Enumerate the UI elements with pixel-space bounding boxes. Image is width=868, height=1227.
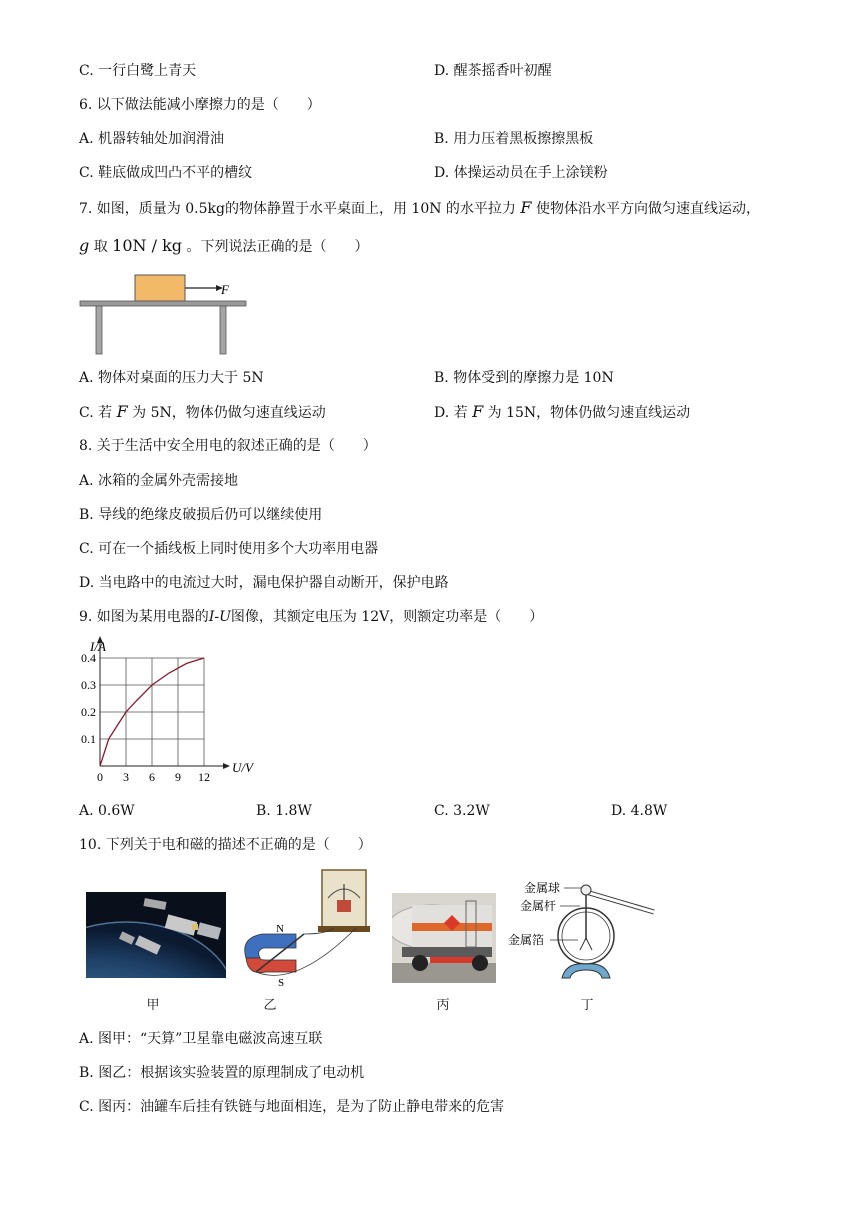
y-tick-label: 0.2 [81,705,96,719]
q7-option-d-force: F [472,402,484,421]
table-leg-left [96,306,102,354]
q9-stem-text-a: 9. 如图为某用电器的 [79,609,209,625]
q9-option-c: C. 3.2W [434,803,490,819]
q7-option-c-pre: C. 若 [79,405,113,421]
q8-option-c: C. 可在一个插线板上同时使用多个大功率用电器 [79,541,379,557]
q7-option-d-post: 为 15N，物体仍做匀速直线运动 [487,405,691,421]
q9-option-d: D. 4.8W [611,803,668,819]
q7-option-c [79,402,326,423]
q7-table-figure [78,270,258,360]
q9-option-b: B. 1.8W [256,803,312,819]
q7-stem-text-c: 。下列说法正确的是（ ） [186,239,369,255]
q6-stem: 6. 以下做法能减小摩擦力的是（ ） [79,97,321,113]
q7-stem-line1 [79,198,760,219]
label-metal-rod: 金属杆 [520,899,557,913]
q7-option-d-pre: D. 若 [434,405,468,421]
x-axis-arrow-icon [223,763,230,769]
q7-option-a: A. 物体对桌面的压力大于 5N [79,370,264,386]
x-axis-label: U/V [232,760,253,775]
y-tick-labels [81,651,96,746]
label-metal-foil: 金属箔 [508,933,545,947]
x-tick-label: 9 [175,770,181,784]
caption-bing: 丙 [436,998,450,1013]
magnet-galvanometer-figure [236,868,371,990]
q6-option-d: D. 体操运动员在手上涂镁粉 [434,165,608,181]
q8-option-a: A. 冰箱的金属外壳需接地 [79,473,239,489]
table-top [80,301,246,306]
q10-option-a: A. 图甲：“天算”卫星靠电磁波高速互联 [79,1031,323,1047]
q10-stem: 10. 下列关于电和磁的描述不正确的是（ ） [79,837,372,853]
x-tick-label: 12 [198,770,210,784]
q8-stem: 8. 关于生活中安全用电的叙述正确的是（ ） [79,438,377,454]
q7-stem-text-a: 7. 如图，质量为 0.5kg的物体静置于水平桌面上，用 10N 的水平拉力 [79,201,516,217]
force-label: F [221,282,229,297]
chart-axes [97,636,230,769]
q7-option-d [434,402,690,423]
q9-stem-text-b: 图像，其额定电压为 12V，则额定功率是（ ） [230,609,544,625]
label-metal-ball: 金属球 [524,881,561,895]
q10-option-b: B. 图乙：根据该实验装置的原理制成了电动机 [79,1065,365,1081]
x-tick-labels [97,770,210,784]
option-c: C. 一行白鹭上青天 [79,63,197,79]
q10-option-c: C. 图丙：油罐车后挂有铁链与地面相连，是为了防止静电带来的危害 [79,1099,505,1115]
table-leg-right [220,306,226,354]
oil-tanker-image [392,893,496,983]
q9-iu-symbol: I-U [208,609,231,625]
q6-option-b: B. 用力压着黑板擦擦黑板 [434,131,594,147]
q7-stem-text-b: 使物体沿水平方向做匀速直线运动， [535,201,760,217]
satellite-image [86,892,226,978]
q8-option-b: B. 导线的绝缘皮破损后仍可以继续使用 [79,507,323,523]
electroscope-stand [562,964,610,978]
x-tick-label: 3 [123,770,129,784]
electroscope-figure [502,878,662,988]
q7-force-symbol: F [520,198,532,217]
magnet-s-label: S [278,977,285,989]
x-tick-label: 0 [97,770,103,784]
y-axis-label: I/A [90,639,106,654]
x-tick-label: 6 [149,770,155,784]
q7-stem-line2 [79,236,368,257]
q7-g-symbol: g [79,236,90,255]
q7-option-b: B. 物体受到的摩擦力是 10N [434,370,614,386]
q6-option-a: A. 机器转轴处加润滑油 [79,131,225,147]
q7-unit: 10N / kg [112,236,183,255]
q6-option-c: C. 鞋底做成凹凸不平的槽纹 [79,165,253,181]
iu-chart [70,634,270,790]
caption-ding: 丁 [580,998,594,1013]
caption-jia: 甲 [146,998,160,1013]
block [135,275,185,301]
q9-option-a: A. 0.6W [79,803,135,819]
y-tick-label: 0.4 [81,651,96,665]
caption-yi: 乙 [263,998,277,1013]
y-tick-label: 0.1 [81,732,96,746]
option-d: D. 醒茶摇香叶初醒 [434,63,552,79]
magnet-n-label: N [276,923,284,935]
q7-option-c-force: F [116,402,128,421]
q9-stem [79,607,543,627]
y-tick-label: 0.3 [81,678,96,692]
q7-option-c-post: 为 5N，物体仍做匀速直线运动 [132,405,326,421]
metal-ball-icon [581,885,591,895]
q8-option-d: D. 当电路中的电流过大时，漏电保护器自动断开，保护电路 [79,575,449,591]
chart-grid [100,658,204,766]
q7-stem-take: 取 [93,239,108,255]
